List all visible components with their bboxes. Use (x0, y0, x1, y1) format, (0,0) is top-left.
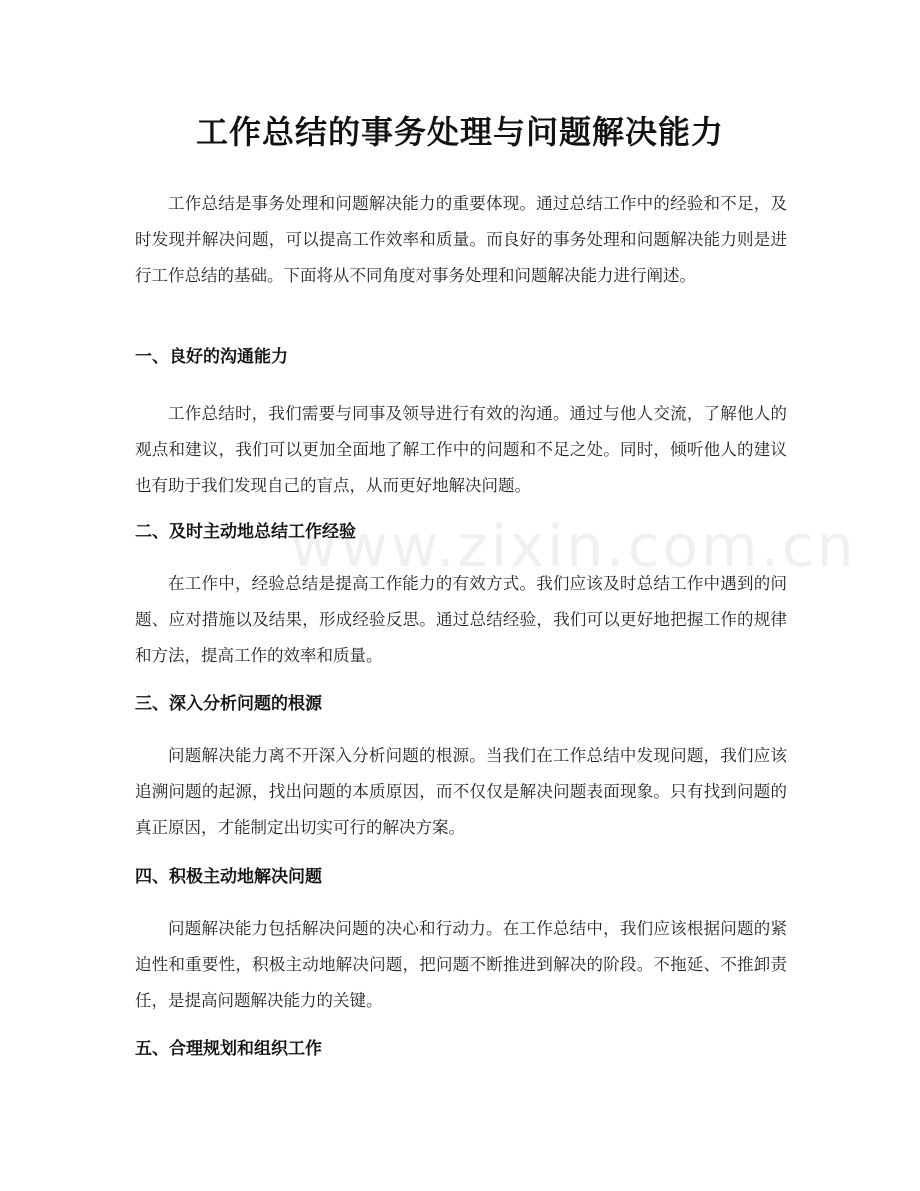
section-body-2: 在工作中，经验总结是提高工作能力的有效方式。我们应该及时总结工作中遇到的问题、应对措施以及结果，形成经验反思。通过总结经验，我们可以更好地把握工作的规律和方法，提高工作的效率和质量。 (135, 574, 787, 665)
section-body-3: 问题解决能力离不开深入分析问题的根源。当我们在工作总结中发现问题，我们应该追溯问题的起源，找出问题的本质原因，而不仅仅是解决问题表面现象。只有找到问题的真正原因，才能制定出切实可行的解决方案。 (135, 746, 787, 837)
section-heading-5: 五、合理规划和组织工作 (135, 1039, 322, 1059)
section-heading-1: 一、良好的沟通能力 (135, 347, 288, 367)
section-body-4: 问题解决能力包括解决问题的决心和行动力。在工作总结中，我们应该根据问题的紧迫性和重要性，积极主动地解决问题，把问题不断推进到解决的阶段。不拖延、不推卸责任，是提高问题解决能力的关键。 (135, 919, 787, 1010)
section-heading-2: 二、及时主动地总结工作经验 (135, 522, 356, 542)
section-heading-3: 三、深入分析问题的根源 (135, 694, 322, 714)
watermark: www.zixin.com.cn (290, 512, 857, 580)
intro-paragraph: 工作总结是事务处理和问题解决能力的重要体现。通过总结工作中的经验和不足，及时发现并解决问题，可以提高工作效率和质量。而良好的事务处理和问题解决能力则是进行工作总结的基础。下面将从不同角度对事务处理和问题解决能力进行阐述。 (135, 194, 787, 285)
section-heading-4: 四、积极主动地解决问题 (135, 867, 322, 887)
document-title: 工作总结的事务处理与问题解决能力 (195, 113, 724, 151)
section-body-1: 工作总结时，我们需要与同事及领导进行有效的沟通。通过与他人交流，了解他人的观点和建议，我们可以更加全面地了解工作中的问题和不足之处。同时，倾听他人的建议也有助于我们发现自己的盲点，从而更好地解决问题。 (135, 404, 787, 495)
